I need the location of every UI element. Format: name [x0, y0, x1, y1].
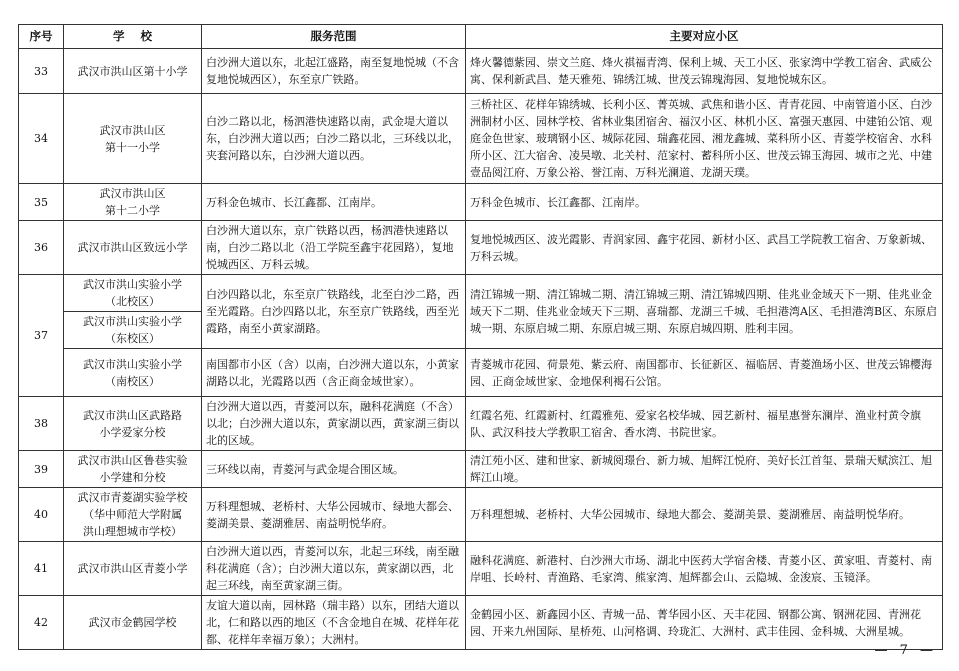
- row-school: 武汉市洪山区 第十二小学: [64, 184, 202, 221]
- row-range: 南国都市小区（含）以南，白沙洲大道以东，小黄家湖路以北，光霞路以西（含正商金域世家）。: [202, 349, 466, 397]
- row-communities: 红霞名苑、红霞新村、红霞雅苑、爱家名校华城、园艺新村、福星惠誉东澜岸、渔业村黄令旗队、武汉科技大学教职工宿舍、香水湾、书院世家。: [466, 397, 943, 451]
- header-school: 学 校: [64, 25, 202, 49]
- school-district-table: [18, 24, 943, 650]
- row-communities: 融科花满庭、新港村、白沙洲大市场、湖北中医药大学宿舍楼、青菱小区、黄家咀、青菱村、南岸咀、长岭村、青渔路、毛家湾、熊家湾、旭辉都会山、云隐城、金浚宸、玉镜泽。: [466, 542, 943, 596]
- row-range: 白沙四路以北，东至京广铁路线，北至白沙二路，西至光霞路。白沙四路以北，东至京广铁路线，西至光霞路，南至小黄家湖路。: [202, 275, 466, 349]
- row-communities: 万科理想城、老桥村、大华公园城市、绿地大都会、菱湖美景、菱湖雅居、南益明悦华府。: [466, 488, 943, 542]
- row-school: 武汉市青菱湖实验学校 （华中师范大学附属 洪山理想城市学校）: [64, 488, 202, 542]
- row-no: 34: [19, 94, 64, 184]
- row-school: 武汉市洪山区武路路 小学爱家分校: [64, 397, 202, 451]
- row-communities: 青菱城市花园、荷景苑、紫云府、南国都市、长征新区、福临居、青菱渔场小区、世茂云锦樱海园、正商金域世家、金地保利褐石公馆。: [466, 349, 943, 397]
- row-range: 友谊大道以南，园林路（瑞丰路）以东，团结大道以北，仁和路以西的地区（不含金地自在城、花样年花都、花样年幸福万象）；大洲村。: [202, 596, 466, 650]
- row-no: 36: [19, 221, 64, 275]
- row-communities: 万科金色城市、长江鑫都、江南岸。: [466, 184, 943, 221]
- row-range: 白沙洲大道以西，青菱河以东，融科花满庭（不含）以北；白沙洲大道以东，黄家湖以西，黄家湖三街以北的区域。: [202, 397, 466, 451]
- header-range: 服务范围: [202, 25, 466, 49]
- row-school: 武汉市洪山实验小学 （南校区）: [64, 349, 202, 397]
- table-row: [19, 94, 943, 184]
- row-no: 40: [19, 488, 64, 542]
- table-header-row: [19, 25, 943, 49]
- row-no: 42: [19, 596, 64, 650]
- row-school: 武汉市洪山区 第十一小学: [64, 94, 202, 184]
- table-row: [19, 275, 943, 312]
- row-range: 白沙洲大道以东，京广铁路以西，杨泗港快速路以南，白沙二路以北（沿工学院至鑫宇花园路），复地悦城西区、万科云城。: [202, 221, 466, 275]
- table-row: [19, 596, 943, 650]
- row-communities: 复地悦城西区、波光霞影、青润家园、鑫宇花园、新材小区、武昌工学院教工宿舍、万象新城、万科云城。: [466, 221, 943, 275]
- row-communities: 清江苑小区、建和世家、新城阅璟台、新力城、旭辉江悦府、美好长江首玺、景瑞天赋滨江、旭辉江山境。: [466, 451, 943, 488]
- row-range: 万科理想城、老桥村、大华公园城市、绿地大都会、菱湖美景、菱湖雅居、南益明悦华府。: [202, 488, 466, 542]
- row-communities: 金鹤园小区、新鑫园小区、青城一品、菁华园小区、天丰花园、钢都公寓、钢洲花园、青洲花园、开来九州国际、星桥苑、山河格调、玲珑汇、大洲村、武丰佳园、金科城、大洲星城。: [466, 596, 943, 650]
- row-no: 33: [19, 49, 64, 94]
- row-communities: 清江锦城一期、清江锦城二期、清江锦城三期、清江锦城四期、佳兆业金域天下一期、佳兆业金域天下二期、佳兆业金域天下三期、喜瑞都、龙湖三千城、毛担港湾A区、毛担港湾B区、东原启城一期、东原启城二期、东原启城三期、东原启城四期、胜利丰园。: [466, 275, 943, 349]
- row-communities: 三桥社区、花样年锦绣城、长利小区、菁英城、武焦和谐小区、青青花园、中南管道小区、白沙洲制材小区、园林学校、省林业集团宿舍、福汉小区、林机小区、富强天惠园、中建铂公馆、观庭金色世家、玻璃钢小区、城际花园、瑞鑫花园、湘龙鑫城、菜科所小区、青菱学校宿舍、水科所小区、江大宿舍、凌昊墩、北关村、范家村、蓄科所小区、世茂云锦玉海园、城市之光、中建壹品阅江府、万象公裕、誉江南、万科光澜道、龙湖天璞。: [466, 94, 943, 184]
- row-no: 35: [19, 184, 64, 221]
- table-row: [19, 184, 943, 221]
- row-school: 武汉市洪山实验小学 （北校区）: [64, 275, 202, 312]
- row-range: 白沙洲大道以东，北起江盛路，南至复地悦城（不含复地悦城西区），东至京广铁路。: [202, 49, 466, 94]
- table-row: [19, 451, 943, 488]
- row-range: 白沙洲大道以西，青菱河以东，北起三环线，南至融科花满庭（含）；白沙洲大道以东，黄家湖以西，北起三环线，南至黄家湖三街。: [202, 542, 466, 596]
- row-school: 武汉市洪山区第十小学: [64, 49, 202, 94]
- row-school: 武汉市洪山区致远小学: [64, 221, 202, 275]
- header-communities: 主要对应小区: [466, 25, 943, 49]
- table-row: [19, 349, 943, 397]
- table-row: [19, 488, 943, 542]
- row-range: 万科金色城市、长江鑫都、江南岸。: [202, 184, 466, 221]
- table-row: [19, 221, 943, 275]
- row-school: 武汉市洪山实验小学 （东校区）: [64, 312, 202, 349]
- row-range: 三环线以南，青菱河与武金堤合围区域。: [202, 451, 466, 488]
- table-row: [19, 397, 943, 451]
- row-range: 白沙二路以北，杨泗港快速路以南，武金堤大道以东，白沙洲大道以西；白沙二路以北，三环线以北，夹套河路以东，白沙洲大道以西。: [202, 94, 466, 184]
- row-no: 38: [19, 397, 64, 451]
- row-no: 39: [19, 451, 64, 488]
- table-row: [19, 542, 943, 596]
- row-no: 37: [19, 275, 64, 397]
- row-school: 武汉市洪山区青菱小学: [64, 542, 202, 596]
- table-row: [19, 49, 943, 94]
- row-school: 武汉市洪山区鲁巷实验 小学建和分校: [64, 451, 202, 488]
- header-no: 序号: [19, 25, 64, 49]
- row-school: 武汉市金鹤园学校: [64, 596, 202, 650]
- row-no: 41: [19, 542, 64, 596]
- row-communities: 烽火馨德紫园、崇文兰庭、烽火祺福青湾、保利上城、天工小区、张家湾中学教工宿舍、武威公寓、保利新武昌、楚天雅苑、锦绣江城、世茂云锦瑰海园、复地悦城东区。: [466, 49, 943, 94]
- page-number: — 7 —: [874, 643, 937, 658]
